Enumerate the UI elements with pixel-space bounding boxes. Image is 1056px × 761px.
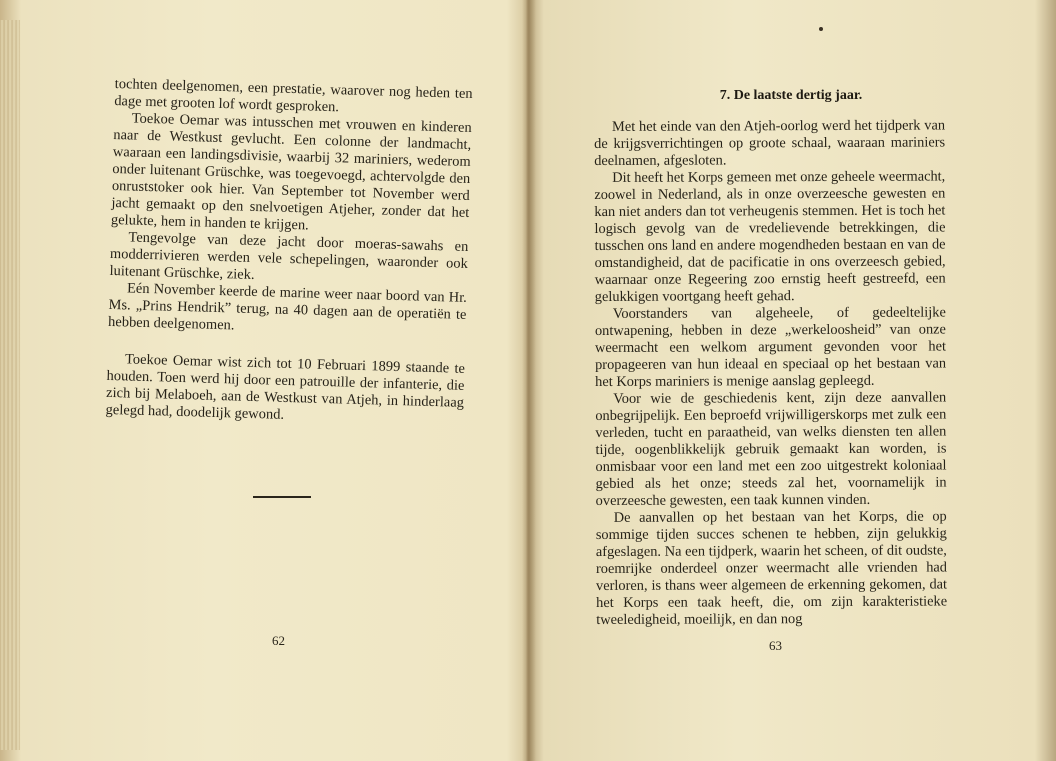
page-edges [0,20,20,750]
paragraph: Toekoe Oemar wist zich tot 10 Februari 1899 staande te houden. Toen werd hij door een patrouille der infanterie, die zich bij Melaboeh, aan de Westkust van Atjeh, in hinderlaag gelegd had, doodelijk gewond. [105,351,466,423]
paragraph: Voor wie de geschiedenis kent, zijn deze aanvallen onbegrijpelijk. Een beproefd vrijwilligerskorps met zulk een verleden, tucht en paraatheid, van welks diensten ten allen tijde, oogenblikkelijk gebruik gemaakt kan worden, is onmisbaar voor een land met een zoo uitgestrekt koloniaal gebied als het onze; steeds zal het, voornamelijk in overzeesche gewesten, een taak kunnen vinden. [595,389,947,509]
page-number: 63 [769,638,782,653]
paragraph: Toekoe Oemar was intusschen met vrouwen en kinderen naar de Westkust gevlucht. Een colonne der landmacht, waaraan een landingsdivisie, waarbij 32 mariniers, wederom onder luitenant Grüschke, was toegevoegd, achtervolgde den onruststoker ook hier. Van September tot November werd jacht gemaakt op den snelvoetigen Atjeher, zonder dat het gelukte, hem in handen te krijgen. [110,110,472,234]
paragraph: De aanvallen op het bestaan van het Korps, die op sommige tijden succes schenen te hebben, zijn gelukkig afgeslagen. Na een tijdperk, waarin het scheen, of dit oudste, roemrijke onderdeel onzer weermacht alle vrienden had verloren, is thans weer algemeen de erkenning gekomen, dat het Korps een taak heeft, die, om zijn karakteristieke tweeledigheid, moeilijk, en dan nog [595,508,948,628]
page-number: 62 [272,633,285,648]
paragraph: Eén November keerde de marine weer naar boord van Hr. Ms. „Prins Hendrik” terug, na 40 dagen aan de operatiën te hebben deelgenomen. [107,280,468,334]
ink-speck [819,27,823,31]
right-page-body [594,117,947,629]
paragraph: Tengevolge van deze jacht door moeras-sawahs en modderrivieren werden vele schepelingen, waaronder ook luitenant Grüschke, ziek. [109,229,469,283]
book-gutter [522,0,536,761]
left-page-body [105,76,472,429]
right-page [536,0,1036,761]
paragraph: Dit heeft het Korps gemeen met onze geheele weermacht, zoowel in Nederland, als in onze overzeesche gewesten en kan niet anders dan tot verheugenis stemmen. Het is toch het logisch gevolg van de vredelievende betrekkingen, die tusschen ons land en andere mogendheden bestaan en van de omstandigheid, dat de pacificatie in ons overzeesch gebied, waarnaar onze Regeering zoo ernstig heeft gestreefd, een gelukkigen voortgang heeft gehad. [594,168,946,305]
paragraph: tochten deelgenomen, een prestatie, waarover nog heden ten dage met grooten lof wordt gesproken. [114,76,473,116]
section-end-rule [253,496,311,498]
chapter-heading: 7. De laatste dertig jaar. [719,88,863,103]
paragraph: Met het einde van den Atjeh-oorlog werd het tijdperk van de krijgsverrichtingen op groote schaal, waaraan mariniers deelnamen, afgesloten. [594,117,946,169]
paragraph: Voorstanders van algeheele, of gedeeltelijke ontwapening, hebben in deze „werkeloosheid” van onze weermacht een welkom argument gevonden voor het propageeren van hun ideaal en speciaal op het bestaan van het Korps mariniers is menige aanslag gepleegd. [594,304,947,390]
left-page [20,0,520,761]
